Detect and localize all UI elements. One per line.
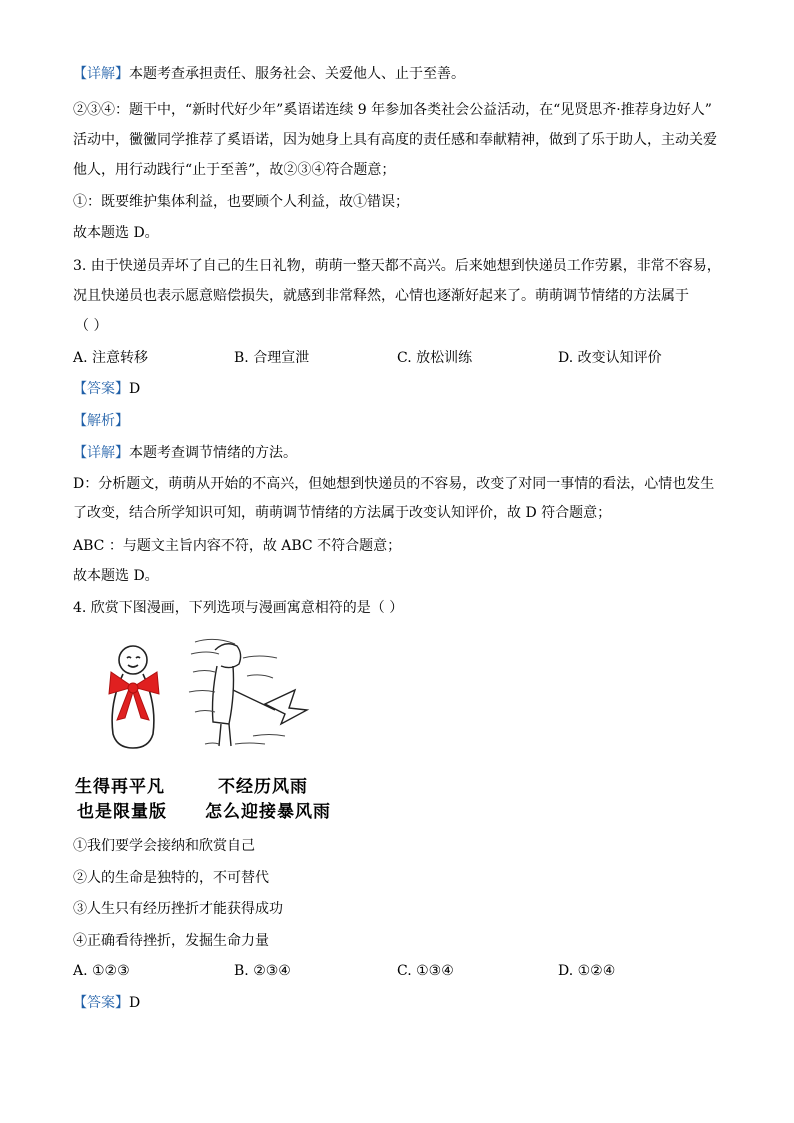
q4-option-c: C. ①③④ <box>397 963 454 979</box>
conclusion-line: 故本题选 D。 <box>73 225 159 241</box>
answer-value: D <box>129 995 141 1011</box>
answer-value: D <box>129 381 141 397</box>
explanation-line: 他人，用行动践行“止于至善”，故②③④符合题意； <box>73 162 396 178</box>
q4-option-a: A. ①②③ <box>73 963 130 979</box>
explanation-line: 活动中，黴黴同学推荐了奚语诺，因为她身上具有高度的责任感和奉献精神，做到了乐于助人，主动关爱 <box>73 132 717 148</box>
cartoon-caption-right-1: 不经历风雨 <box>218 777 308 797</box>
explanation-line: ②③④：题干中，“新时代好少年”奚语诺连续 9 年参加各类社会公益活动，在“见贤思齐·推荐身边好人” <box>73 102 712 118</box>
q4-statement-3: ③人生只有经历挫折才能获得成功 <box>73 901 283 917</box>
q3-detail-line <box>73 443 297 463</box>
q4-statement-2: ②人的生命是独特的，不可替代 <box>73 870 269 886</box>
q4-stem: 4. 欣赏下图漫画，下列选项与漫画寓意相符的是（ ） <box>73 600 404 616</box>
windy-person-figure <box>213 644 308 746</box>
q3-analysis-tag <box>73 411 129 431</box>
answer-tag: 【答案】 <box>73 381 129 397</box>
gift-person-figure <box>112 646 154 748</box>
detail-line <box>73 64 465 84</box>
q3-explanation-line: 了改变，结合所学知识可知，萌萌调节情绪的方法属于改变认知评价，故 D 符合题意； <box>73 505 612 521</box>
detail-tag: 【详解】 <box>73 66 129 82</box>
detail-tag: 【详解】 <box>73 445 129 461</box>
q4-answer-line <box>73 993 140 1013</box>
q3-conclusion: 故本题选 D。 <box>73 568 159 584</box>
explanation-line: ①：既要维护集体利益，也要顾个人利益，故①错误； <box>73 194 409 210</box>
q3-option-a: A. 注意转移 <box>73 350 149 366</box>
cartoon-image <box>65 632 350 822</box>
q4-option-d: D. ①②④ <box>558 963 616 979</box>
cartoon-caption-left-1: 生得再平凡 <box>75 777 165 797</box>
q3-explanation-line: D：分析题文，萌萌从开始的不高兴，但她想到快递员的不容易，改变了对同一事情的看法，心情也发生 <box>73 476 715 492</box>
detail-text: 本题考查承担责任、服务社会、关爱他人、止于至善。 <box>129 66 465 82</box>
cartoon-caption-right-2: 怎么迎接暴风雨 <box>205 802 331 822</box>
q4-statement-4: ④正确看待挫折，发掘生命力量 <box>73 933 269 949</box>
q3-stem-line: 3. 由于快递员弄坏了自己的生日礼物，萌萌一整天都不高兴。后来她想到快递员工作劳累，非常不容易， <box>73 258 721 274</box>
q3-answer-line <box>73 379 140 399</box>
cartoon-drawing <box>65 632 350 762</box>
q3-option-d: D. 改变认知评价 <box>558 350 662 366</box>
q3-blank: （ ） <box>75 318 108 334</box>
q4-statement-1: ①我们要学会接纳和欣赏自己 <box>73 838 255 854</box>
q3-option-b: B. 合理宣泄 <box>234 350 310 366</box>
detail-text: 本题考查调节情绪的方法。 <box>129 445 297 461</box>
analysis-tag: 【解析】 <box>73 413 129 429</box>
q3-explanation-line: ABC ：与题文主旨内容不符，故 ABC 不符合题意； <box>73 538 402 554</box>
cartoon-caption-left-2: 也是限量版 <box>77 802 167 822</box>
q3-stem-line: 况且快递员也表示愿意赔偿损失，就感到非常释然，心情也逐渐好起来了。萌萌调节情绪的方法属于 <box>73 288 689 304</box>
answer-tag: 【答案】 <box>73 995 129 1011</box>
q3-option-c: C. 放松训练 <box>397 350 473 366</box>
q4-option-b: B. ②③④ <box>234 963 291 979</box>
